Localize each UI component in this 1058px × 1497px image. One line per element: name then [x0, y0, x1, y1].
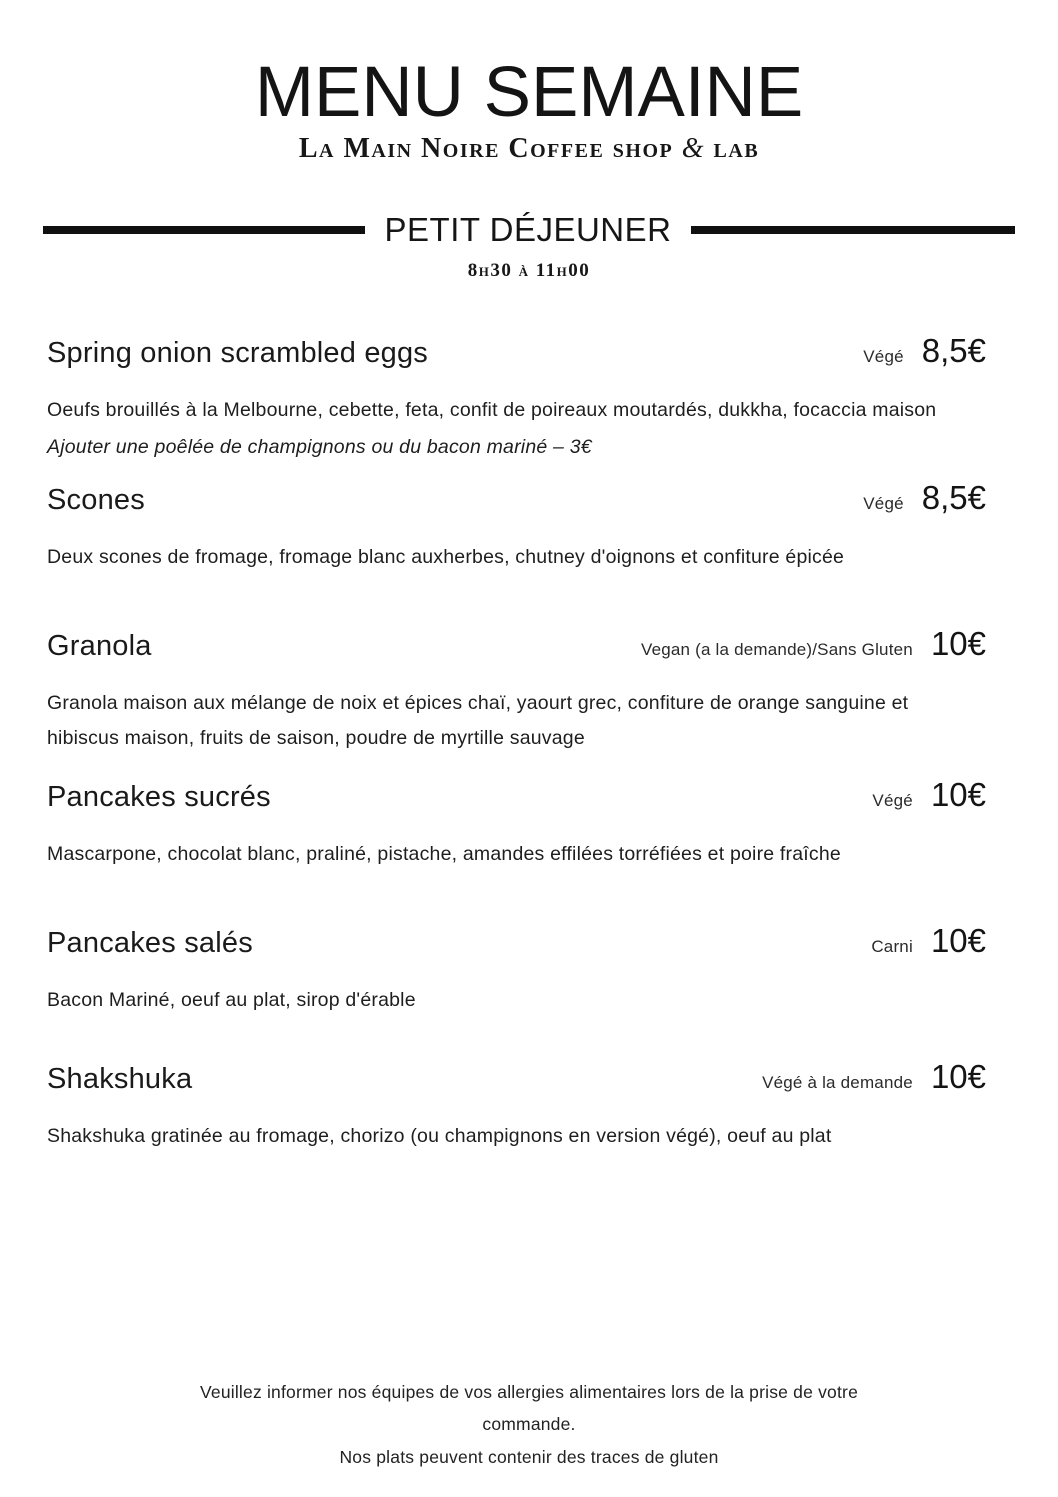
menu-item-granola: [47, 625, 986, 756]
page-title: MENU SEMAINE: [254, 53, 804, 132]
menu-item-scrambled-eggs: [47, 332, 986, 465]
item-name: Spring onion scrambled eggs: [47, 336, 429, 369]
item-header: [47, 625, 986, 663]
item-description: Shakshuka gratinée au fromage, chorizo (ou champignons en version végé), oeuf au plat: [47, 1125, 832, 1148]
item-name: Shakshuka: [47, 1063, 193, 1096]
item-price: 8,5€: [921, 331, 986, 369]
item-price: 10€: [930, 1058, 986, 1096]
item-header: [47, 332, 986, 370]
menu-item-shakshuka: [47, 1058, 986, 1154]
item-diet-label: Végé: [863, 346, 904, 366]
footer-allergy-note: Veuillez informer nos équipes de vos allergies alimentaires lors de la prise de votre commande.: [199, 1382, 859, 1435]
brand-ampersand: &: [681, 132, 706, 164]
item-price: 8,5€: [921, 478, 986, 516]
menu-item-pancakes-sucres: [47, 776, 986, 872]
brand-name-right: lab: [705, 132, 760, 164]
brand-subtitle: [0, 133, 1058, 165]
item-description: Granola maison aux mélange de noix et épices chaï, yaourt grec, confiture de orange sanguine et hibiscus maison, fruits de saison, poudre de myrtille sauvage: [47, 691, 909, 749]
footer-gluten-note: Nos plats peuvent contenir des traces de gluten: [339, 1446, 719, 1467]
item-price: 10€: [930, 922, 986, 960]
item-description: Mascarpone, chocolat blanc, praliné, pistache, amandes effilées torréfiées et poire fraîche: [47, 843, 841, 866]
item-diet-label: Végé: [872, 791, 913, 811]
brand-name-left: La Main Noire Coffee shop: [298, 132, 682, 164]
item-header: [47, 1058, 986, 1096]
item-name: Scones: [47, 483, 145, 516]
footer: [0, 1376, 1058, 1473]
divider-line-right: [691, 226, 1015, 234]
item-description: Oeufs brouillés à la Melbourne, cebette, feta, confit de poireaux moutardés, dukkha, focaccia maison: [47, 398, 937, 421]
item-diet-label: Vegan (a la demande)/Sans Gluten: [640, 639, 913, 659]
item-header: [47, 479, 986, 517]
section-hours: 8h30 à 11h00: [467, 259, 591, 281]
item-price: 10€: [930, 776, 986, 814]
item-extra-note: Ajouter une poêlée de champignons ou du bacon mariné – 3€: [47, 435, 592, 458]
item-description: Deux scones de fromage, fromage blanc auxherbes, chutney d'oignons et confiture épicée: [47, 545, 845, 568]
menu-item-scones: [47, 479, 986, 575]
divider-line-left: [43, 226, 365, 234]
item-name: Pancakes sucrés: [47, 781, 271, 814]
menu-item-pancakes-sales: [47, 922, 986, 1018]
item-name: Granola: [47, 629, 152, 662]
section-title: PETIT DÉJEUNER: [384, 210, 672, 248]
item-header: [47, 776, 986, 814]
item-diet-label: Végé: [863, 493, 904, 513]
item-description: Bacon Mariné, oeuf au plat, sirop d'érable: [47, 989, 416, 1012]
item-name: Pancakes salés: [47, 927, 253, 960]
menu-list: [0, 332, 1058, 1155]
item-header: [47, 922, 986, 960]
item-diet-label: Végé à la demande: [762, 1073, 913, 1093]
section-banner: [0, 211, 1058, 249]
item-price: 10€: [930, 624, 986, 662]
item-diet-label: Carni: [871, 937, 913, 957]
